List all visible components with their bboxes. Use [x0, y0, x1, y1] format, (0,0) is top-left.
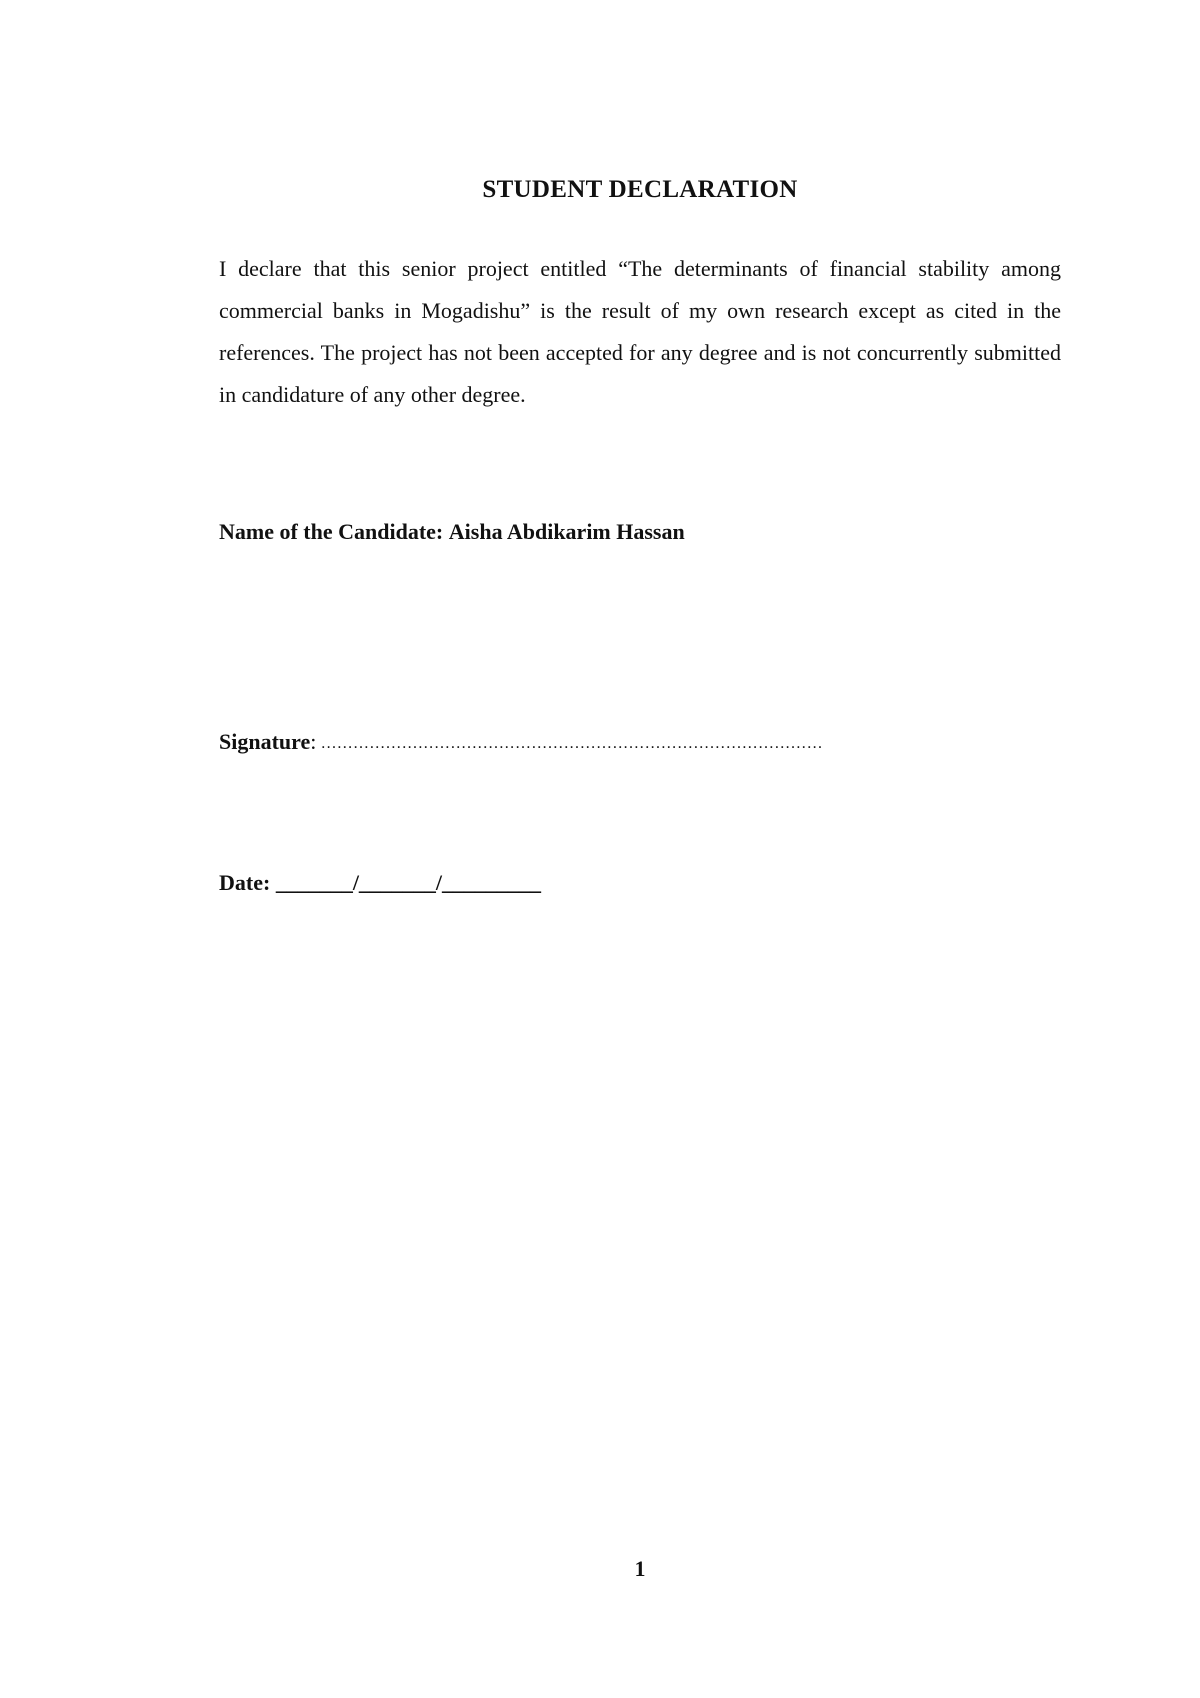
date-label: Date:	[219, 870, 271, 895]
candidate-label: Name of the Candidate:	[219, 519, 444, 544]
candidate-row	[219, 519, 685, 545]
signature-line: …………………………………………………………………………………	[316, 735, 823, 752]
declaration-paragraph: I declare that this senior project entitled “The determinants of financial stability among commercial banks in Mogadishu” is the result of my own research except as cited in the references. The project has not been accepted for any degree and is not concurrently submitted in candidature of any other degree.	[219, 256, 1061, 407]
signature-label: Signature	[219, 729, 311, 754]
date-row	[219, 870, 541, 896]
signature-separator: :	[310, 729, 317, 754]
date-blank: _______/_______/_________	[275, 870, 542, 895]
candidate-name: Aisha Abdikarim Hassan	[448, 519, 685, 544]
page-number: 1	[634, 1556, 646, 1581]
page-title: STUDENT DECLARATION	[482, 176, 798, 203]
signature-row	[219, 729, 823, 755]
